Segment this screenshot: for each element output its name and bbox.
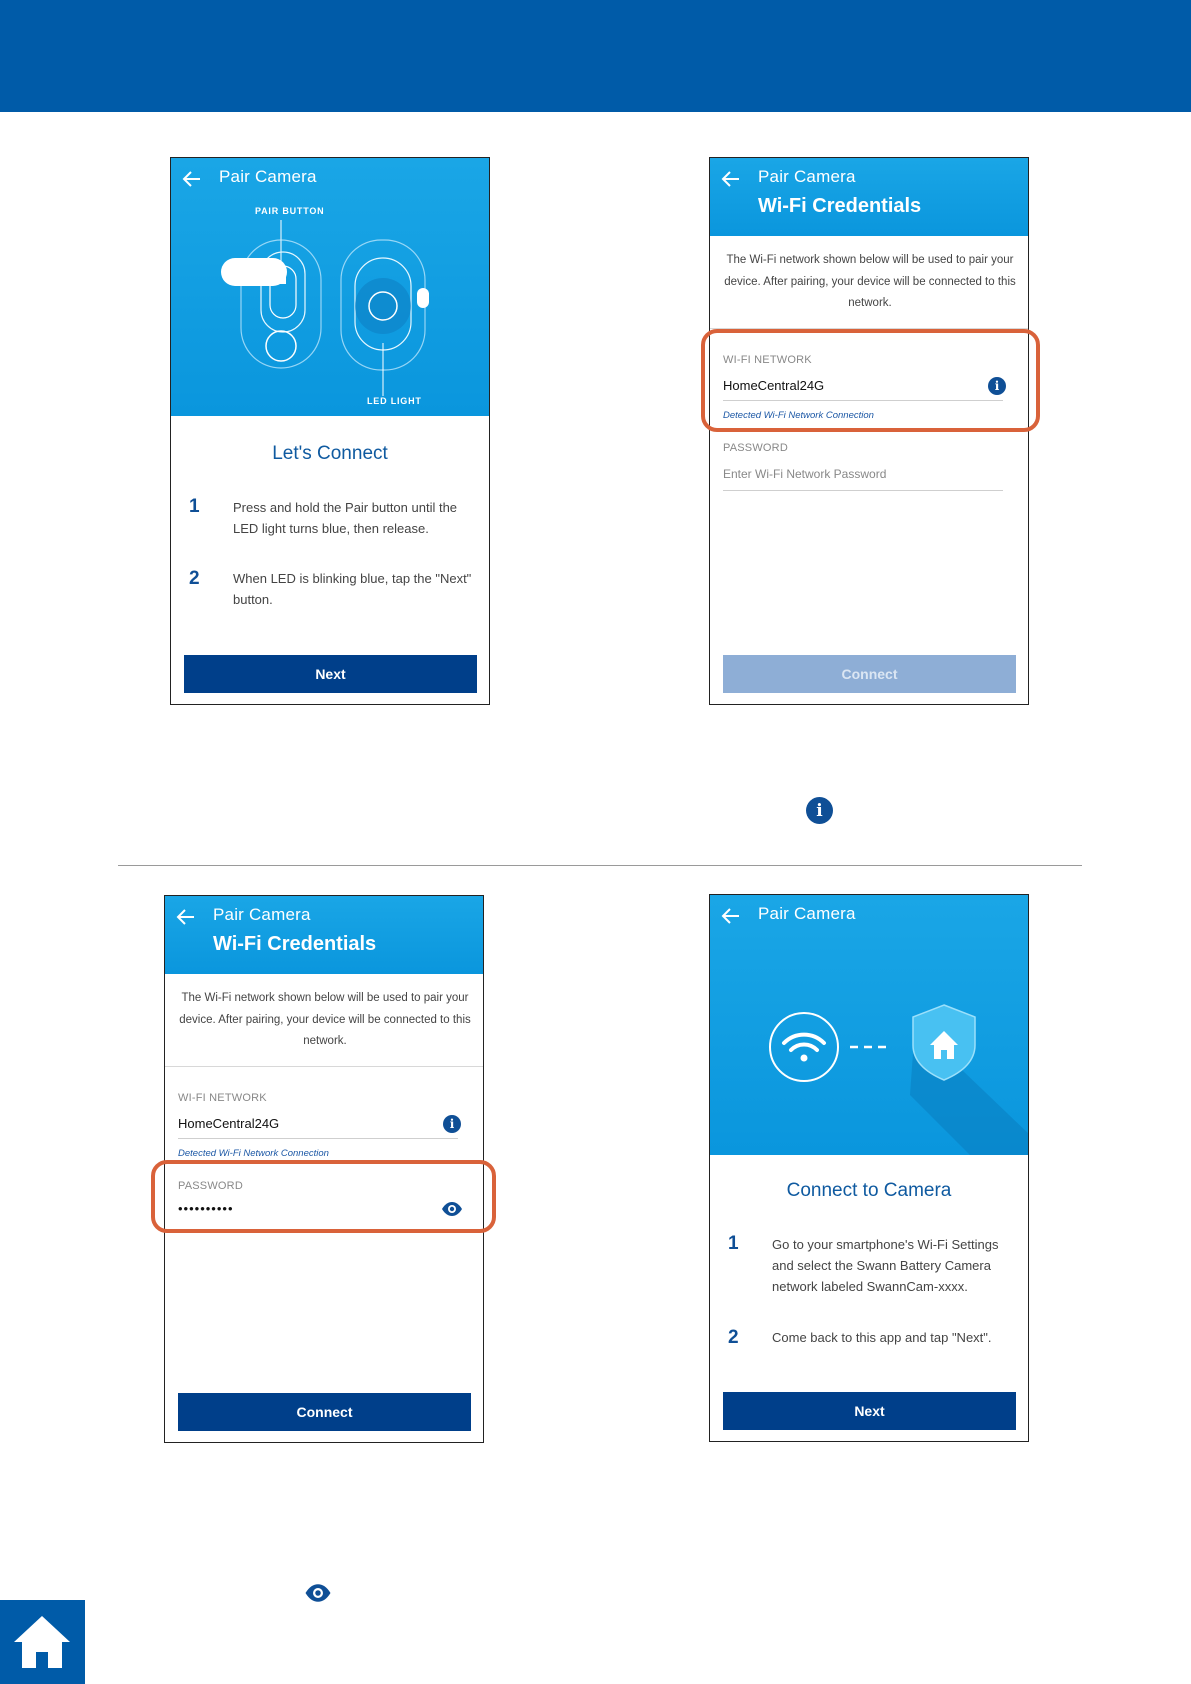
divider <box>165 1066 483 1067</box>
screen-title: Let's Connect <box>272 443 388 464</box>
home-button[interactable] <box>0 1600 85 1684</box>
wifi-network-field[interactable]: HomeCentral24G <box>723 378 825 393</box>
info-icon: i <box>806 797 833 824</box>
back-arrow-icon[interactable] <box>175 906 197 928</box>
step-number: 2 <box>189 568 200 589</box>
field-underline <box>178 1138 458 1139</box>
back-arrow-icon[interactable] <box>181 168 203 190</box>
password-field[interactable]: Enter Wi-Fi Network Password <box>723 467 887 481</box>
screen-connect-to-camera <box>709 894 1029 1442</box>
step-text: Come back to this app and tap "Next". <box>772 1330 992 1345</box>
step-text: Go to your smartphone's Wi-Fi Settings and select the Swann Battery Camera network labeled SwannCam-xxxx. <box>772 1237 999 1294</box>
header-title: Pair Camera <box>219 167 317 186</box>
screen-lets-connect <box>170 157 490 705</box>
connect-button[interactable]: Connect <box>723 655 1016 693</box>
field-underline <box>723 490 1003 491</box>
header-subtitle: Wi-Fi Credentials <box>213 933 377 955</box>
back-arrow-icon[interactable] <box>720 168 742 190</box>
screen-header <box>710 895 1028 1155</box>
camera-illustration <box>221 218 441 408</box>
step-number: 1 <box>189 496 200 517</box>
wifi-network-label: WI-FI NETWORK <box>178 1092 267 1104</box>
step-number: 2 <box>728 1327 739 1348</box>
step-text: When LED is blinking blue, tap the "Next" button. <box>233 571 472 607</box>
step-text: Press and hold the Pair button until the LED light turns blue, then release. <box>233 500 458 536</box>
connect-button[interactable]: Connect <box>178 1393 471 1431</box>
info-icon[interactable]: i <box>988 377 1006 395</box>
next-button[interactable]: Next <box>723 1392 1016 1430</box>
eye-icon <box>303 1583 333 1603</box>
detected-network-note: Detected Wi-Fi Network Connection <box>723 410 874 421</box>
header-subtitle: Wi-Fi Credentials <box>758 195 922 217</box>
screen-header <box>165 896 483 974</box>
intro-text: The Wi-Fi network shown below will be used to pair your device. After pairing, your device will be connected to this network. <box>179 992 471 1047</box>
header-title: Pair Camera <box>213 905 311 924</box>
password-label: PASSWORD <box>178 1180 243 1192</box>
connect-illustration <box>710 895 1028 1155</box>
home-icon <box>12 1614 72 1670</box>
header-title: Pair Camera <box>758 904 856 923</box>
highlight-callout <box>151 1160 496 1233</box>
password-label: PASSWORD <box>723 442 788 454</box>
wifi-network-field[interactable]: HomeCentral24G <box>178 1116 280 1131</box>
highlight-callout <box>701 329 1040 432</box>
pair-button-label: PAIR BUTTON <box>255 206 325 216</box>
password-field[interactable]: •••••••••• <box>178 1201 234 1216</box>
led-light-label: LED LIGHT <box>367 396 422 406</box>
header-title: Pair Camera <box>758 167 856 186</box>
section-divider <box>118 865 1082 866</box>
step-number: 1 <box>728 1233 739 1254</box>
screen-header <box>710 158 1028 236</box>
page-header-band <box>0 0 1191 112</box>
intro-text: The Wi-Fi network shown below will be used to pair your device. After pairing, your device will be connected to this network. <box>724 254 1016 309</box>
screen-title: Connect to Camera <box>786 1180 952 1201</box>
detected-network-note: Detected Wi-Fi Network Connection <box>178 1148 329 1159</box>
info-icon[interactable]: i <box>443 1115 461 1133</box>
next-button[interactable]: Next <box>184 655 477 693</box>
screen-header <box>171 158 489 416</box>
wifi-network-label: WI-FI NETWORK <box>723 354 812 366</box>
